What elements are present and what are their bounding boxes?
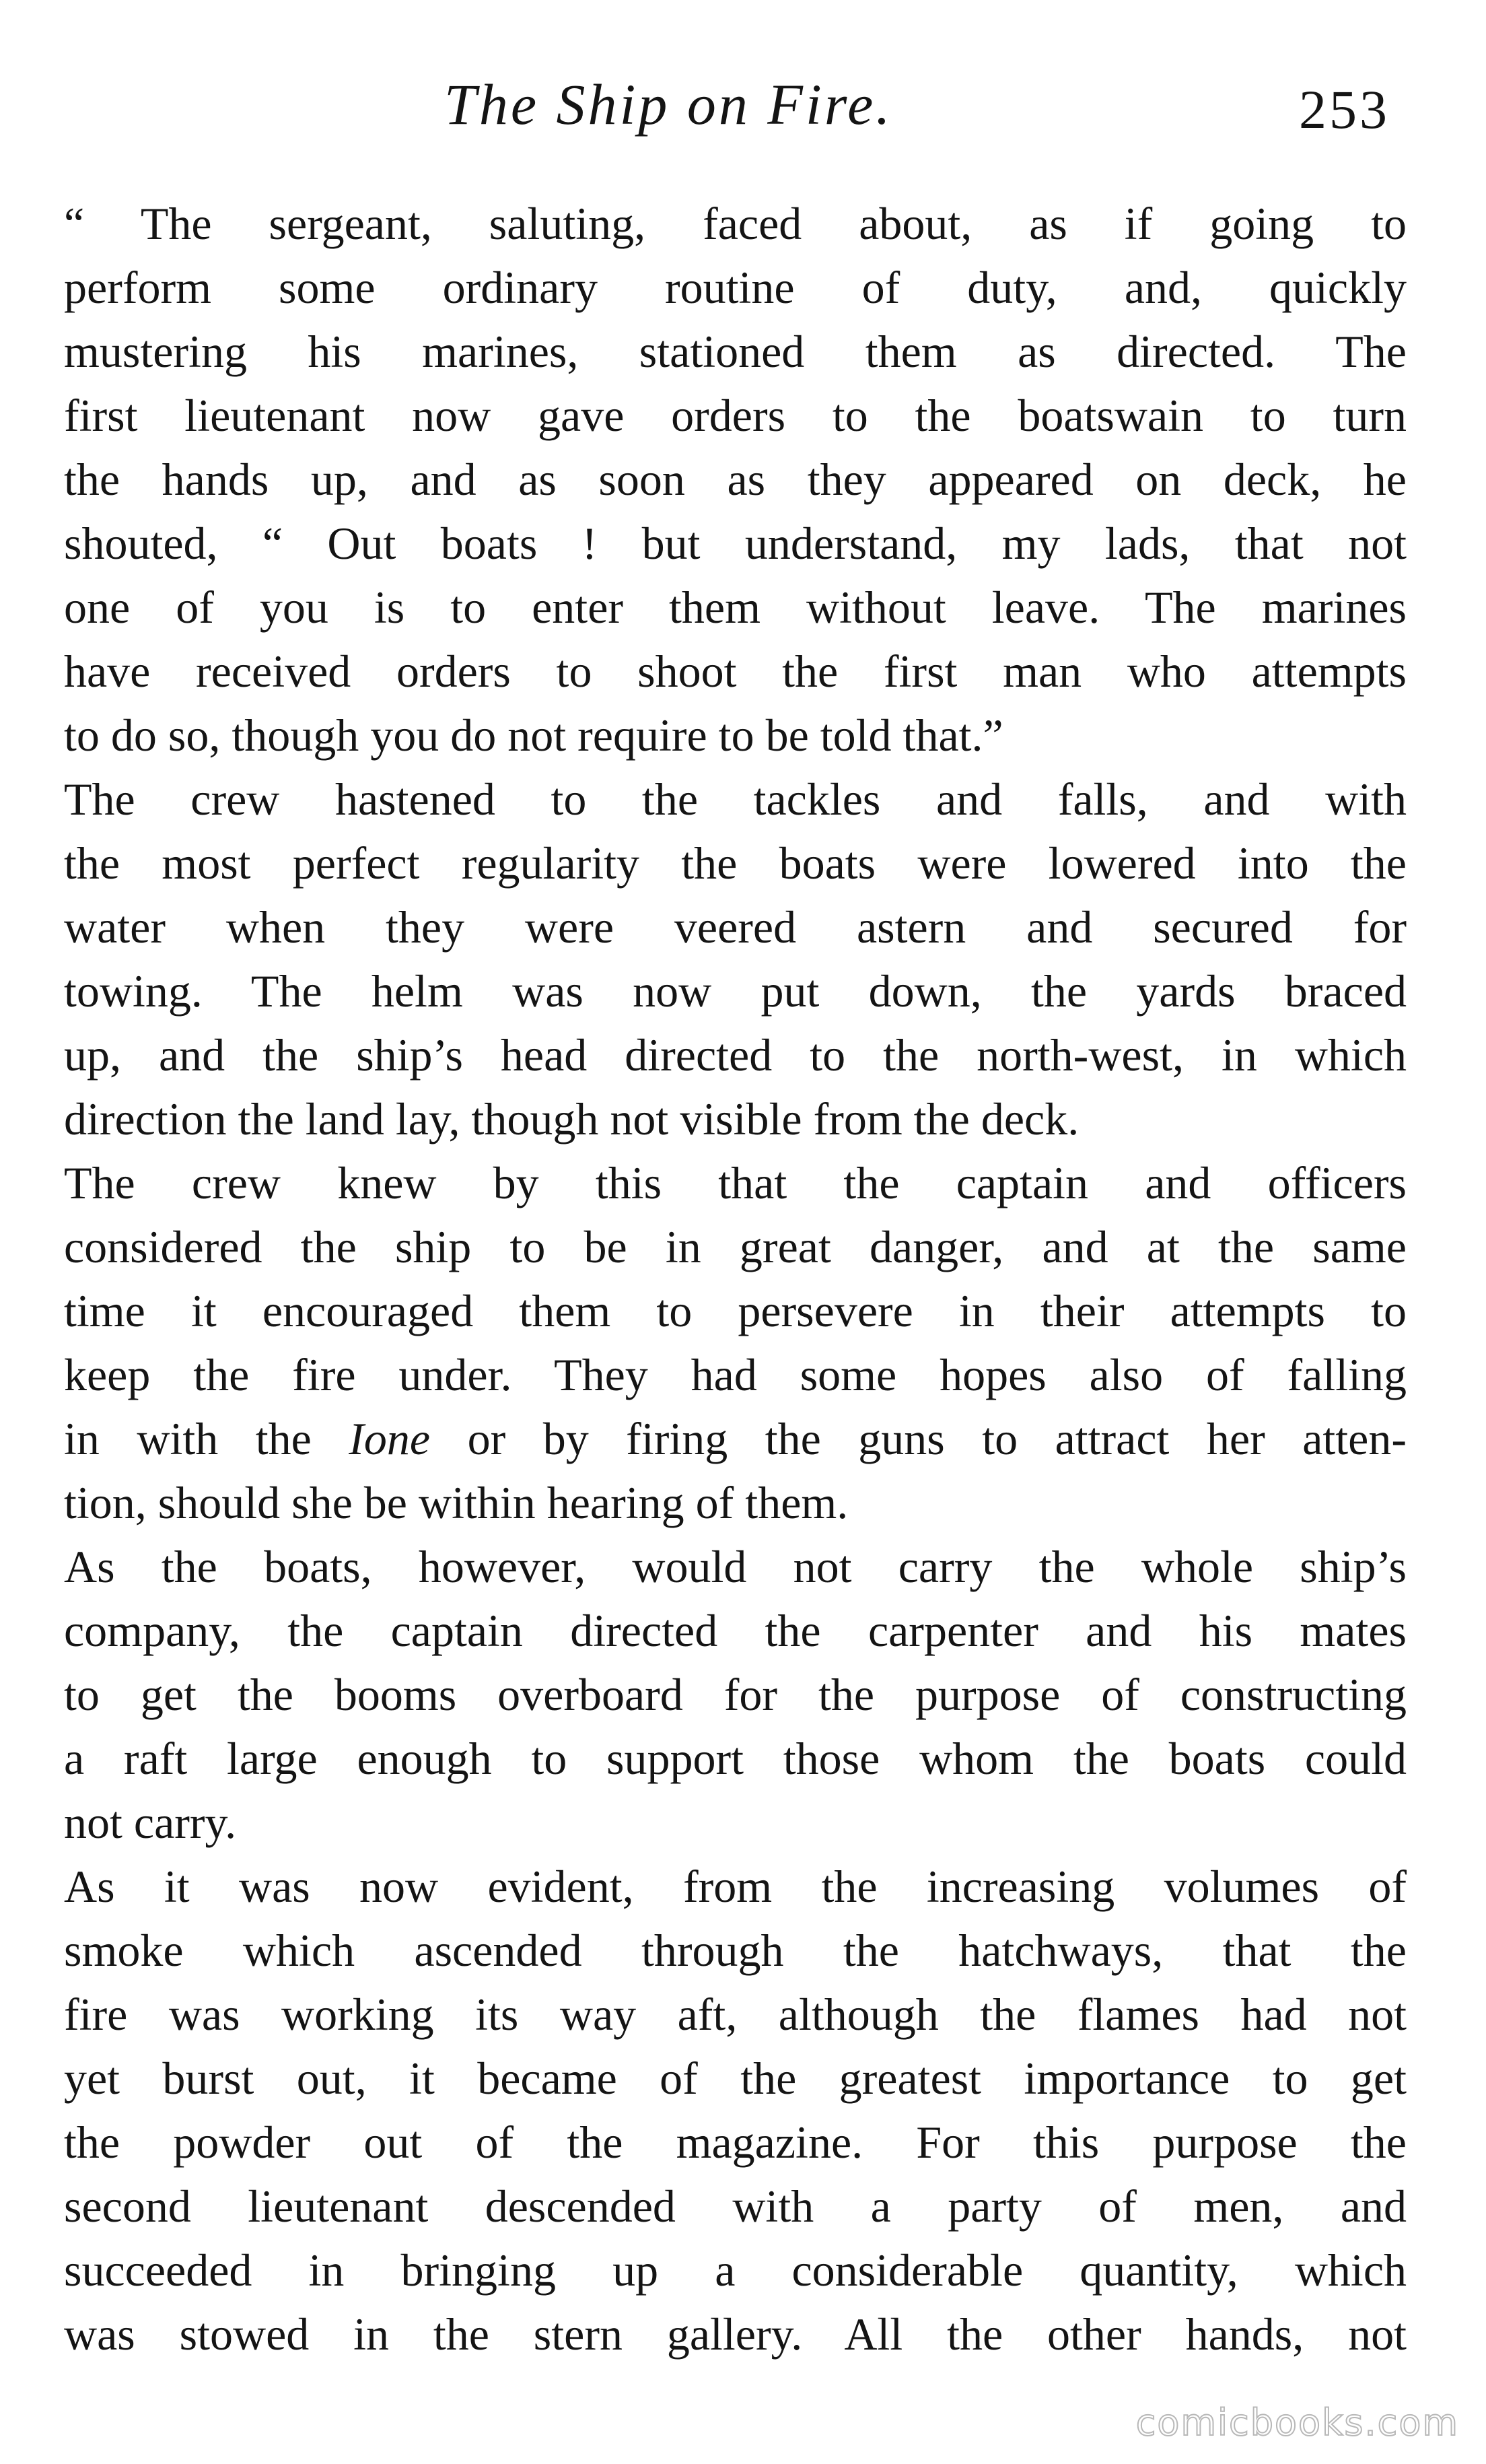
running-title: The Ship on Fire. [444,72,893,137]
text-line: one of you is to enter them without leave. The marines [64,582,1407,633]
text-line: time it encouraged them to persevere in their attempts to [64,1285,1407,1336]
page-number: 253 [1299,79,1390,140]
text-line: second lieutenant descended with a party of men, and [64,2181,1407,2232]
text-line: have received orders to shoot the first man who attempts [64,646,1407,697]
text-line: The crew knew by this that the captain and officers [64,1157,1407,1208]
text-line: the hands up, and as soon as they appeared on deck, he [64,454,1407,505]
paragraph-3 [64,1151,1407,1535]
text-fragment: in with the [64,1413,349,1464]
text-line: shouted, “ Out boats ! but understand, my lads, that not [64,518,1407,569]
paragraph-5 [64,1855,1407,2366]
text-line: up, and the ship’s head directed to the north-west, in which [64,1029,1407,1081]
text-line: company, the captain directed the carpenter and his mates [64,1605,1407,1656]
text-line: fire was working its way aft, although the flames had not [64,1989,1407,2040]
text-line: smoke which ascended through the hatchways, that the [64,1925,1407,1976]
text-line: a raft large enough to support those whom the boats could [64,1733,1407,1784]
text-line-with-ship-name [64,1407,1407,1471]
text-line: yet burst out, it became of the greatest importance to get [64,2053,1407,2104]
text-line: keep the fire under. They had some hopes also of falling [64,1349,1407,1400]
text-line: water when they were veered astern and secured for [64,901,1407,953]
ship-name: Ione [349,1413,431,1464]
text-line: succeeded in bringing up a considerable quantity, which [64,2245,1407,2296]
text-line: not carry. [64,1797,237,1848]
text-line: to get the booms overboard for the purpose of constructing [64,1669,1407,1720]
running-head [0,67,1486,141]
text-line: considered the ship to be in great danger, and at the same [64,1221,1407,1272]
text-line: the most perfect regularity the boats were lowered into the [64,837,1407,889]
text-line: perform some ordinary routine of duty, and, quickly [64,262,1407,313]
watermark: comicbooks.com [1135,2401,1459,2444]
paragraph-1 [64,192,1407,767]
paragraph-4 [64,1535,1407,1855]
text-line: the powder out of the magazine. For this purpose the [64,2117,1407,2168]
text-line: direction the land lay, though not visible from the deck. [64,1093,1080,1144]
text-line: “ The sergeant, saluting, faced about, as if going to [64,198,1407,249]
text-fragment: or by firing the guns to attract her atten- [430,1413,1407,1464]
body-text [64,192,1407,2366]
text-line: was stowed in the stern gallery. All the other hands, not [64,2308,1407,2360]
text-line: to do so, though you do not require to be told that.” [64,710,1003,761]
text-line: tion, should she be within hearing of them. [64,1477,849,1528]
paragraph-2 [64,767,1407,1151]
text-line: As it was now evident, from the increasing volumes of [64,1861,1407,1912]
text-line: towing. The helm was now put down, the yards braced [64,965,1407,1017]
text-line: As the boats, however, would not carry the whole ship’s [64,1541,1407,1592]
text-line: first lieutenant now gave orders to the boatswain to turn [64,390,1407,441]
text-line: mustering his marines, stationed them as directed. The [64,326,1407,377]
text-line: The crew hastened to the tackles and falls, and with [64,774,1407,825]
